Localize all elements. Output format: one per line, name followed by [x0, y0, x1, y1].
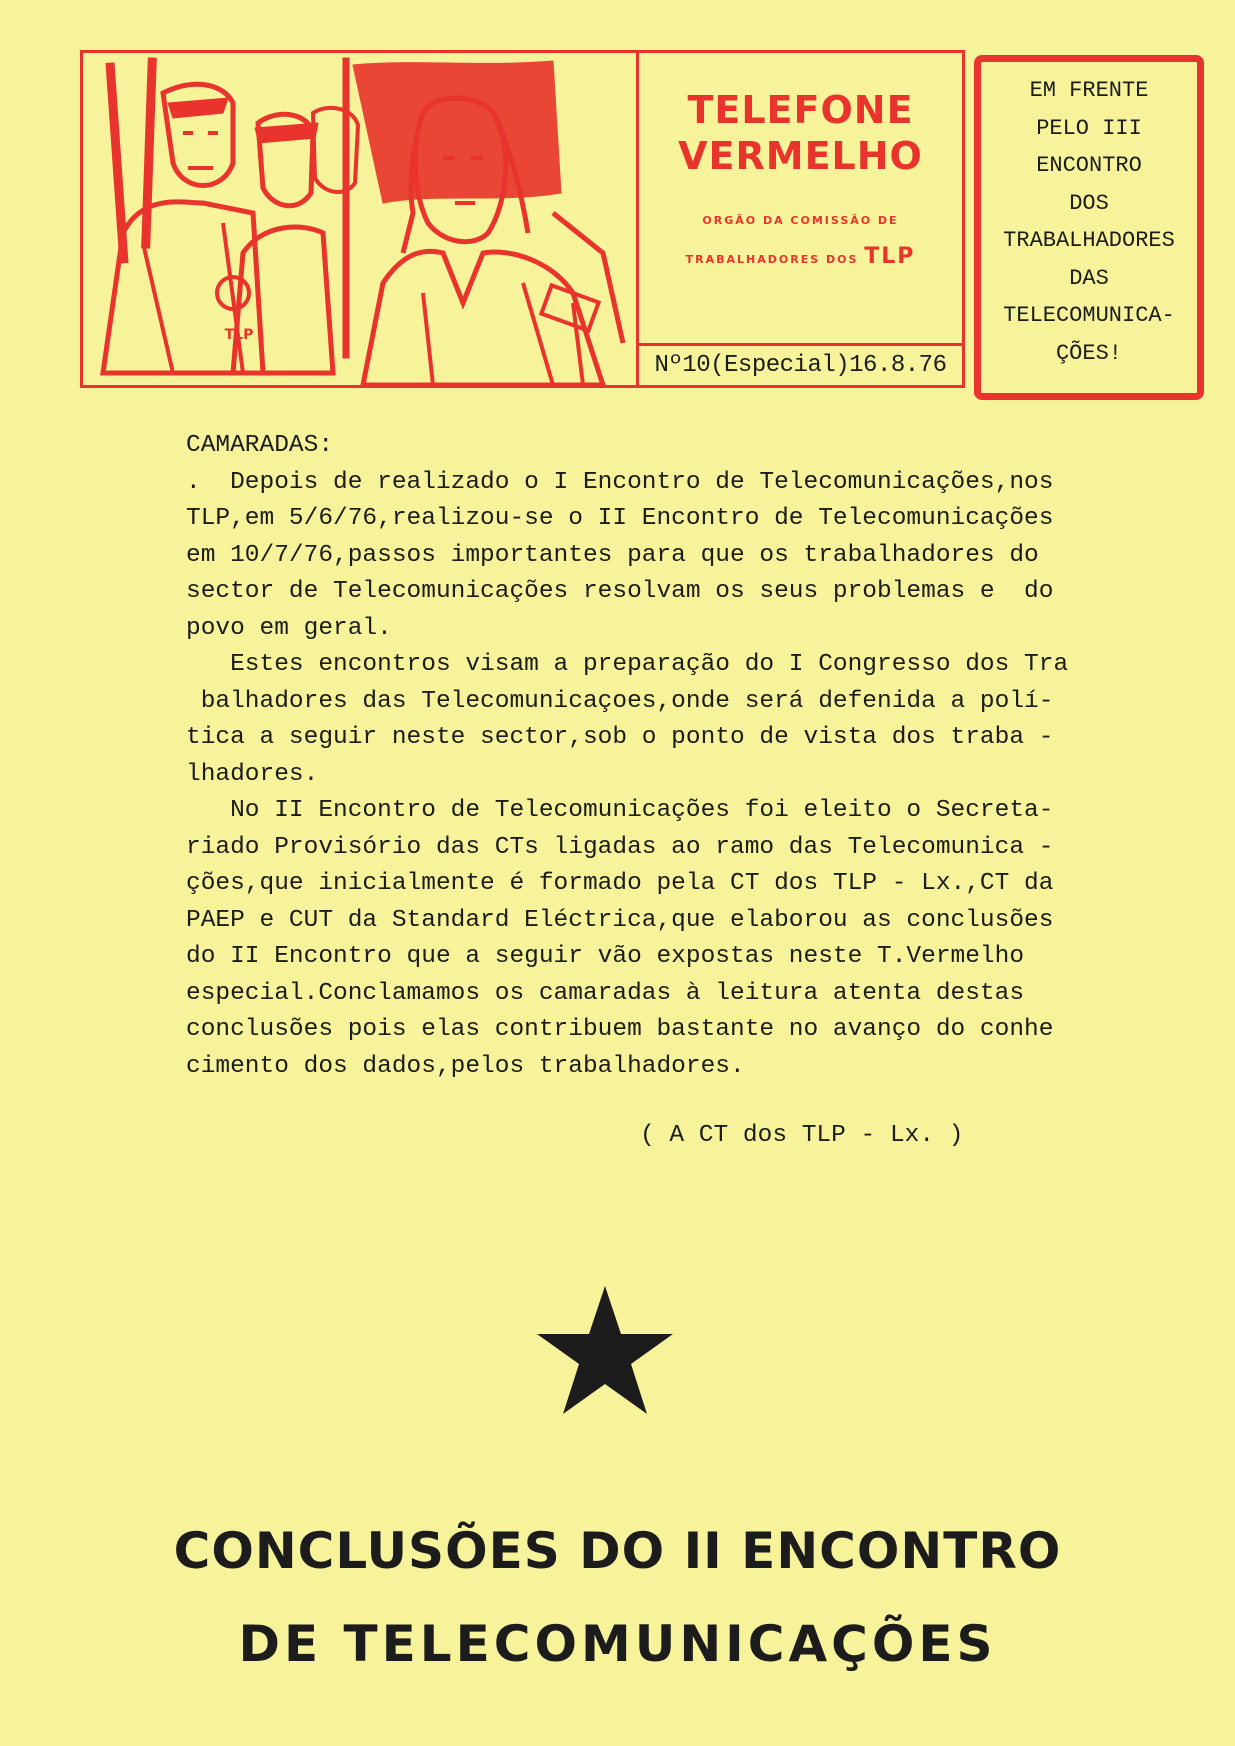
body-line: . Depois de realizado o I Encontro de Telecomunicações,nos — [186, 468, 1054, 496]
body-line: No II Encontro de Telecomunicações foi eleito o Secreta- — [186, 797, 1054, 824]
issue-number: Nº10(Especial)16.8.76 — [654, 352, 947, 379]
subtitle-tlp: TLP — [864, 244, 916, 269]
signature: ( A CT dos TLP - Lx. ) — [640, 1122, 964, 1149]
body-line: em 10/7/76,passos importantes para que os trabalhadores do — [186, 541, 1039, 569]
salutation: CAMARADAS: — [186, 432, 334, 459]
body-line: balhadores das Telecomunicaçoes,onde será defenida a polí- — [186, 687, 1054, 715]
body-paragraphs — [186, 465, 1106, 1086]
masthead-title-cell — [639, 53, 962, 346]
slogan-line: ÇÕES! — [1055, 340, 1122, 366]
slogan-line: PELO III — [1036, 115, 1142, 141]
conclusions-heading-line-2: DE TELECOMUNICAÇÕES — [238, 1615, 997, 1673]
body-line: TLP,em 5/6/76,realizou-se o II Encontro de Telecomunicações — [186, 505, 1054, 532]
slogan-line: TRABALHADORES — [1003, 228, 1175, 253]
newspaper-subtitle-line-2 — [639, 244, 962, 270]
body-line: conclusões pois elas contribuem bastante no avanço do conhe — [186, 1016, 1054, 1043]
newspaper-subtitle-line-1: ORGÃO DA COMISSÃO DE — [702, 214, 899, 227]
workers-illustration — [83, 53, 639, 385]
newspaper-title-line-1: TELEFONE — [687, 88, 914, 132]
body-line: especial.Conclamamos os camaradas à leitura atenta destas — [186, 979, 1025, 1007]
slogan-line: DAS — [1069, 265, 1109, 291]
subtitle-prefix: TRABALHADORES DOS — [685, 253, 865, 266]
body-line: ções,que inicialmente é formado pela CT dos TLP - Lx.,CT da — [186, 870, 1054, 897]
workers-illustration-svg — [83, 53, 636, 385]
body-line: tica a seguir neste sector,sob o ponto de vista dos traba - — [186, 724, 1054, 751]
body-line: PAEP e CUT da Standard Eléctrica,que elaborou as conclusões — [186, 906, 1054, 934]
body-line: cimento dos dados,pelos trabalhadores. — [186, 1052, 745, 1080]
slogan-line: TELECOMUNICA- — [1003, 303, 1175, 328]
body-line: Estes encontros visam a preparação do I Congresso dos Tra — [186, 651, 1069, 678]
slogan-line: DOS — [1069, 190, 1109, 216]
slogan-line: EM FRENTE — [1029, 78, 1149, 103]
slogan-line: ENCONTRO — [1036, 153, 1142, 178]
masthead — [80, 50, 965, 388]
conclusions-heading-line-1: CONCLUSÕES DO II ENCONTRO — [173, 1522, 1062, 1580]
art-badge-text: TLP — [224, 327, 254, 343]
slogan-box — [974, 55, 1204, 400]
newspaper-title-line-2: VERMELHO — [678, 134, 923, 178]
body-text — [186, 428, 1106, 1085]
body-line: sector de Telecomunicações resolvam os seus problemas e do — [186, 578, 1054, 605]
body-line: do II Encontro que a seguir vão expostas neste T.Vermelho — [186, 943, 1025, 970]
body-line: lhadores. — [186, 760, 319, 788]
star-icon — [535, 1284, 675, 1418]
body-line: povo em geral. — [186, 614, 392, 642]
body-line: riado Provisório das CTs ligadas ao ramo das Telecomunica - — [186, 833, 1054, 861]
